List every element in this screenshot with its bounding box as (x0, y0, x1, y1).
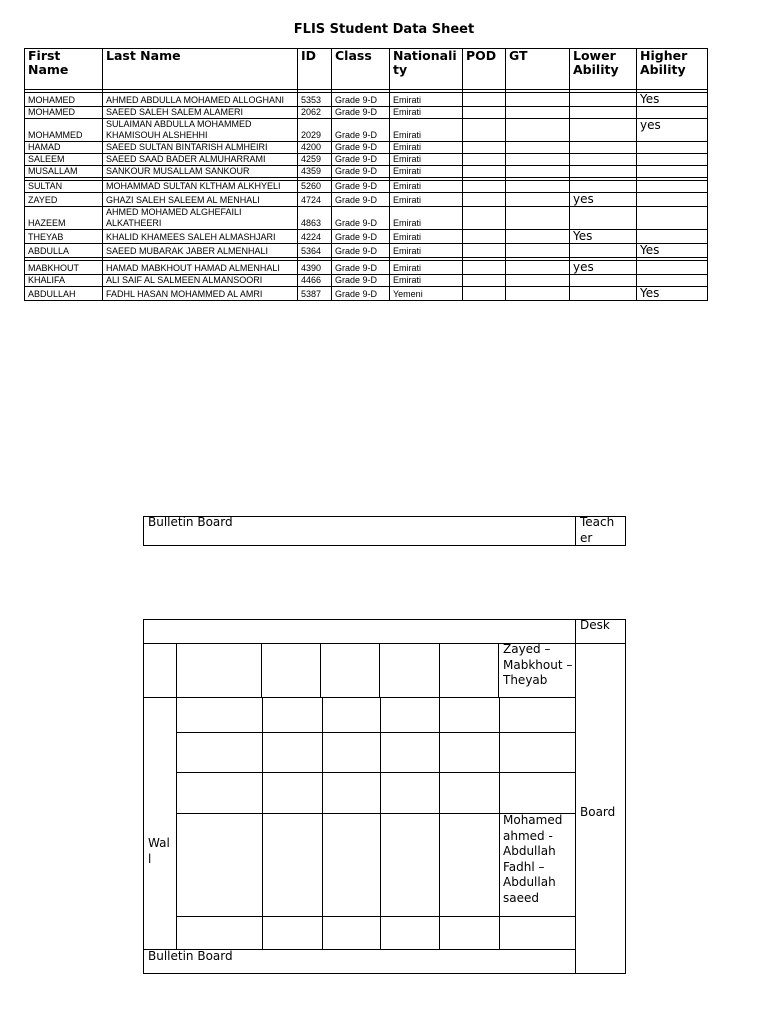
cell-pod (463, 107, 506, 119)
cell-gt (506, 154, 570, 166)
cell-class: Grade 9-D (332, 154, 390, 166)
cell-last-name: ALI SAIF AL SALMEEN ALMANSOORI (103, 275, 298, 287)
seat-group-back: Mohamed ahmed - Abdullah Fadhl – Abdullah saeed (503, 813, 563, 905)
cell-id: 4259 (298, 154, 332, 166)
cell-last-name: FADHL HASAN MOHAMMED AL AMRI (103, 287, 298, 301)
cell-higher-ability: Yes (637, 244, 708, 258)
cell-gt (506, 230, 570, 244)
cell-last-name: GHAZI SALEH SALEEM AL MENHALI (103, 193, 298, 207)
cell-first-name: MOHAMMED (25, 119, 103, 142)
cell-first-name: MABKHOUT (25, 261, 103, 275)
header-gt: GT (506, 49, 570, 90)
header-last-name: Last Name (103, 49, 298, 90)
cell-gt (506, 107, 570, 119)
cell-pod (463, 181, 506, 193)
cell-first-name: ZAYED (25, 193, 103, 207)
cell-class: Grade 9-D (332, 193, 390, 207)
cell-nationality: Emirati (390, 181, 463, 193)
cell-id: 5387 (298, 287, 332, 301)
cell-lower-ability: yes (570, 193, 637, 207)
cell-class: Grade 9-D (332, 107, 390, 119)
cell-first-name: SULTAN (25, 181, 103, 193)
table-row (25, 287, 708, 301)
cell-class: Grade 9-D (332, 244, 390, 258)
cell-gt (506, 93, 570, 107)
cell-first-name: SALEEM (25, 154, 103, 166)
cell-higher-ability: yes (637, 119, 708, 142)
cell-lower-ability (570, 287, 637, 301)
cell-id: 4390 (298, 261, 332, 275)
cell-id: 4724 (298, 193, 332, 207)
cell-nationality: Emirati (390, 107, 463, 119)
cell-nationality: Emirati (390, 207, 463, 230)
cell-lower-ability (570, 107, 637, 119)
cell-class: Grade 9-D (332, 287, 390, 301)
table-row (25, 93, 708, 107)
cell-class: Grade 9-D (332, 119, 390, 142)
table-row (25, 166, 708, 178)
cell-lower-ability (570, 275, 637, 287)
cell-higher-ability (637, 261, 708, 275)
table-row (25, 154, 708, 166)
cell-higher-ability (637, 207, 708, 230)
cell-pod (463, 142, 506, 154)
cell-lower-ability (570, 166, 637, 178)
table-row (25, 119, 708, 142)
cell-pod (463, 244, 506, 258)
table-row (25, 244, 708, 258)
cell-nationality: Emirati (390, 244, 463, 258)
cell-gt (506, 275, 570, 287)
cell-higher-ability: Yes (637, 93, 708, 107)
teacher-divider (575, 516, 576, 546)
header-pod: POD (463, 49, 506, 90)
table-row (25, 207, 708, 230)
cell-first-name: KHALIFA (25, 275, 103, 287)
cell-first-name: THEYAB (25, 230, 103, 244)
cell-pod (463, 230, 506, 244)
cell-first-name: HAMAD (25, 142, 103, 154)
cell-id: 4224 (298, 230, 332, 244)
cell-last-name: AHMED ABDULLA MOHAMED ALLOGHANI (103, 93, 298, 107)
cell-lower-ability (570, 93, 637, 107)
cell-id: 5260 (298, 181, 332, 193)
cell-nationality: Emirati (390, 275, 463, 287)
cell-class: Grade 9-D (332, 275, 390, 287)
header-id: ID (298, 49, 332, 90)
table-row (25, 181, 708, 193)
cell-id: 4359 (298, 166, 332, 178)
cell-class: Grade 9-D (332, 142, 390, 154)
cell-gt (506, 261, 570, 275)
cell-higher-ability (637, 107, 708, 119)
student-data-table (24, 48, 708, 301)
cell-lower-ability (570, 207, 637, 230)
cell-gt (506, 142, 570, 154)
header-nationality: Nationali ty (390, 49, 463, 90)
cell-pod (463, 166, 506, 178)
cell-id: 4200 (298, 142, 332, 154)
cell-gt (506, 244, 570, 258)
cell-pod (463, 207, 506, 230)
cell-last-name: AHMED MOHAMED ALGHEFAILI ALKATHEERI (103, 207, 298, 230)
table-row (25, 107, 708, 119)
cell-pod (463, 275, 506, 287)
table-row (25, 230, 708, 244)
header-first-name: First Name (25, 49, 103, 90)
cell-lower-ability (570, 244, 637, 258)
cell-higher-ability (637, 142, 708, 154)
classroom-area (143, 643, 576, 974)
cell-gt (506, 193, 570, 207)
cell-first-name: ABDULLA (25, 244, 103, 258)
table-row (25, 275, 708, 287)
cell-nationality: Emirati (390, 193, 463, 207)
wall-top-line (143, 697, 176, 698)
cell-nationality: Emirati (390, 154, 463, 166)
header-higher-ability: Higher Ability (637, 49, 708, 90)
cell-first-name: MUSALLAM (25, 166, 103, 178)
seat-group-front: Zayed – Mabkhout – Theyab (503, 642, 573, 687)
cell-last-name: MOHAMMAD SULTAN KLTHAM ALKHYELI (103, 181, 298, 193)
cell-gt (506, 207, 570, 230)
board-label: Board (580, 805, 616, 819)
cell-higher-ability (637, 154, 708, 166)
cell-lower-ability (570, 142, 637, 154)
cell-class: Grade 9-D (332, 230, 390, 244)
cell-gt (506, 166, 570, 178)
top-bulletin-label: Bulletin Board (148, 515, 233, 529)
cell-id: 2029 (298, 119, 332, 142)
cell-lower-ability: Yes (570, 230, 637, 244)
document-title: FLIS Student Data Sheet (293, 22, 475, 37)
cell-class: Grade 9-D (332, 166, 390, 178)
desk-row (143, 619, 626, 644)
cell-gt (506, 287, 570, 301)
cell-pod (463, 193, 506, 207)
cell-id: 5353 (298, 93, 332, 107)
cell-id: 2062 (298, 107, 332, 119)
cell-last-name: SAEED SALEH SALEM ALAMERI (103, 107, 298, 119)
cell-pod (463, 154, 506, 166)
cell-last-name: HAMAD MABKHOUT HAMAD ALMENHALI (103, 261, 298, 275)
cell-nationality: Emirati (390, 93, 463, 107)
cell-last-name: SAEED MUBARAK JABER ALMENHALI (103, 244, 298, 258)
cell-class: Grade 9-D (332, 93, 390, 107)
wall-label: Wal l (148, 836, 170, 866)
cell-pod (463, 93, 506, 107)
cell-gt (506, 181, 570, 193)
desk-divider (575, 619, 576, 644)
cell-nationality: Emirati (390, 166, 463, 178)
cell-first-name: MOHAMED (25, 93, 103, 107)
teacher-label: Teach er (580, 515, 615, 545)
cell-nationality: Emirati (390, 230, 463, 244)
wall-divider (176, 643, 177, 950)
cell-last-name: SAEED SAAD BADER ALMUHARRAMI (103, 154, 298, 166)
cell-last-name: SANKOUR MUSALLAM SANKOUR (103, 166, 298, 178)
cell-last-name: SULAIMAN ABDULLA MOHAMMED KHAMISOUH ALSHEHHI (103, 119, 298, 142)
table-row (25, 142, 708, 154)
cell-higher-ability: Yes (637, 287, 708, 301)
cell-lower-ability: yes (570, 261, 637, 275)
cell-id: 4466 (298, 275, 332, 287)
cell-higher-ability (637, 275, 708, 287)
header-class: Class (332, 49, 390, 90)
cell-id: 4863 (298, 207, 332, 230)
cell-lower-ability (570, 154, 637, 166)
cell-nationality: Emirati (390, 119, 463, 142)
bottom-bulletin-label: Bulletin Board (148, 949, 233, 963)
cell-first-name: ABDULLAH (25, 287, 103, 301)
cell-last-name: SAEED SULTAN BINTARISH ALMHEIRI (103, 142, 298, 154)
cell-first-name: MOHAMED (25, 107, 103, 119)
cell-lower-ability (570, 181, 637, 193)
cell-class: Grade 9-D (332, 207, 390, 230)
cell-higher-ability (637, 166, 708, 178)
header-lower-ability: Lower Ability (570, 49, 637, 90)
cell-pod (463, 261, 506, 275)
cell-higher-ability (637, 230, 708, 244)
cell-id: 5364 (298, 244, 332, 258)
cell-higher-ability (637, 193, 708, 207)
cell-class: Grade 9-D (332, 181, 390, 193)
cell-pod (463, 119, 506, 142)
desk-label: Desk (580, 618, 610, 632)
cell-pod (463, 287, 506, 301)
table-row (25, 193, 708, 207)
cell-gt (506, 119, 570, 142)
table-header-row (25, 49, 708, 90)
cell-nationality: Emirati (390, 261, 463, 275)
table-row (25, 261, 708, 275)
cell-higher-ability (637, 181, 708, 193)
cell-lower-ability (570, 119, 637, 142)
cell-nationality: Emirati (390, 142, 463, 154)
cell-first-name: HAZEEM (25, 207, 103, 230)
cell-last-name: KHALID KHAMEES SALEH ALMASHJARI (103, 230, 298, 244)
cell-class: Grade 9-D (332, 261, 390, 275)
cell-nationality: Yemeni (390, 287, 463, 301)
